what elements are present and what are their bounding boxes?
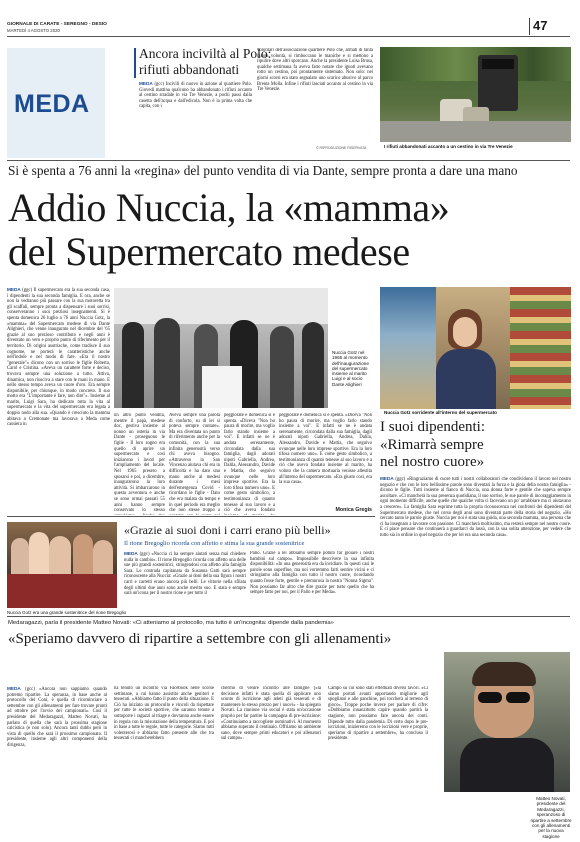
main-story-signature: Monica Gregis xyxy=(335,507,372,513)
page-number: 47 xyxy=(533,18,548,33)
newspaper-name: GIORNALE DI CARATE - SEREGNO - DESIO xyxy=(7,22,107,27)
novati-photo xyxy=(444,652,570,792)
headline-line2: del Supermercato medese xyxy=(8,229,410,274)
main-story-text-4: peggiorate e domenica si è spenta. «Diceva "Non ho paura di morire, ma voglio farlo stando insieme a voi". E infatti se ne è andata serenamente, circondata dalla sua famiglia, dagli adorati nipoti Gabriella, Andrea, Dalila, Alessandro, Davide e Mattia, che seguivo ovunque nelle loro imprese sportive. Era la loro tifosa numero uno». E come gesto simbolico, a testimonianza di quanto tenesse al suo lavoro e a ciò che aveva fondato xyxy=(224,413,275,514)
bottom-story-col4 xyxy=(328,686,428,830)
nuccia-photo xyxy=(380,287,571,409)
side-story-kicker: MEDA xyxy=(380,476,394,481)
inauguration-photo xyxy=(114,288,328,408)
side-title-line3: nel nostro cuore» xyxy=(380,454,485,470)
title-accent-bar xyxy=(134,48,136,78)
bottom-story-col3 xyxy=(221,686,321,830)
bottom-story-text-1: (gcc) «Ancora non sappiamo quando potremo ripartire. La speranza, in base anche al protocollo del Coni, è quella di ricominciare a settembre con gli allenamenti per fare trovare pronti ad ottobre per l'avvio dei campionati». Così il presidente del Medaragazzi, Matteo Novati, ha parlato di quella che sarà la prossima stagione calcistica (e non solo). Ancora tanti dubbi però in vista di quello che sarà il prossimo campionato. Il presidente, insieme agli altri componenti della dirigenza, xyxy=(7,687,107,748)
bottom-story-col1 xyxy=(7,686,107,830)
section-rule-1 xyxy=(7,160,570,161)
section-rule-2 xyxy=(7,516,375,517)
gifts-story-text-2: Palio. Grazie a lei abbiamo sempre potuto far gioiare i nostri bambini sul campo». Impossibile descrivere la sua infinita disponibilità: «In una generosità era da invidiare. In questi casi le parole sono superflue, ma noi vorremmo farti sentire vicini e ci stringiamo alla famiglia con tutto il nostro cuore, ricordando quanto fosse forte, gentile e premurosa la nostra "Nonna Sigma". Non possiamo far altro che dire grazie per tutto quello che ha sempre fatto per noi, per il Palio e per Meda». xyxy=(250,551,374,596)
side-story-text: (ggc) «Ringraziamo di cuore tutti i nostri collaboratori che condividono il lavoro nel nostro negozio e che con le loro bellissime parole sono diventati la forza e la gioia della nostra famiglia» - dicono le figlie. Tutti insieme al fianco di Nuccia, una donna forte e gentile che sapeva sempre ascoltare. «Ci mancherà la sua presenza quotidiana, il suo sorriso, le sue parole di incoraggiamento in ogni momento difficile, anche quelle che qualche volta ci facevano un po' arrabbiare ma ci aiutavano a crescere». La famiglia Sara esprime tutta la propria riconoscenza nei confronti dei dipendenti del Supermercato medese, che nel corso degli anni sono diventati parte della storia del negozio. «Ho cercato tanto le parole giuste. Nuccia per noi è stata una guida, una seconda mamma, una persona che ci ha insegnato a lavorare con passione. Ci mancherà moltissimo, ma resterà sempre nel nostro cuore. E ci piace pensare che continuerà a guardarci da lassù, con la sua solita attenzione, per vedere che tutto sia in ordine in quel negozio che per lei era una seconda casa». xyxy=(380,477,571,538)
main-story-col3 xyxy=(169,413,220,515)
side-story-title xyxy=(380,419,571,472)
inauguration-photo-caption: Nuccia Gotz nel 1965 al momento dell'inaugurazione del supermercato insieme al marito Luigi e al socio Dante Alighieri xyxy=(332,350,369,387)
gifts-story-subtitle: Il rione Bregoglio ricorda con affetto e stima la sua grande sostenitrice xyxy=(124,540,305,547)
main-story-text-5: peggiorate e domenica si è spenta. «Diceva "Non ho paura di morire, ma voglio farlo stando insieme a voi". E infatti se ne è andata serenamente, circondata dalla sua famiglia, dagli adorati nipoti Gabriella, Andrea, Dalila, Alessandro, Davide e Mattia, che seguivo ovunque nelle loro imprese sportive. Era la loro tifosa numero uno». E come gesto simbolico, a testimonianza di quanto tenesse al suo lavoro e a ciò che aveva fondato insieme al marito, ha voluto che la camera mortuaria venisse allestita all'interno del supermercato. «Era giusto così, era la sua casa». xyxy=(279,413,372,486)
side-story-body xyxy=(380,476,571,612)
main-story-text-1: (ggc) Il supermercato era la sua seconda casa, i dipendenti la sua seconda famiglia. E ora, anche se non la vedranno più passare con la sua motoretta tra gli scaffali, sempre pronta a dispensare i suoi sorrisi, conserveranno i suoi preziosi insegnamenti. Si è spenta domenica 26 luglio a 76 anni Nuccia Gotz, la «mamma» del Supermercato medese di via Dante Alighieri, che venne inaugurato nel dicembre del '65 grazie al suo prezioso contributo e negli anni è diventato un vero e proprio punto di riferimento per il territorio. Di origini austriache, come tradisce il suo cognome, ne porterà le caratteristiche anche nell'indole e nel modo di fare. «Era il nostro "generale"» dicono con un sorriso le figlie Roberta, Carol e Cristina. «Aveva un carattere forte e deciso, trovava sempre una soluzione a tutto. Attiva, dinamica, non riusciva a stare con le mani in mano. E nello stesso tempo aveva un cuore d'oro. Era sempre disponibile, per chiunque, in modo concreto. Il suo motto era "L'importante è fare, non dire"». Insieme al marito, Luigi Sara, ha dedicato tutta la vita al supermercato e la vita del supermercato era legata a doppio nodo alla sua. «Quando è cresciuto la mamma abitava a Cremonate ma lavorava a Meda come cassiera in xyxy=(7,288,110,428)
top-story-col2 xyxy=(257,48,373,145)
main-story-kicker: MEDA xyxy=(7,287,21,292)
side-title-line1: I suoi dipendenti: xyxy=(380,419,485,435)
rione-photo xyxy=(7,522,117,608)
bottom-story-text-4: Campo su cui sono stati effettuati diversi lavori. «Ci siamo portati avanti apportando migliorie agli spogliatoi e alle panchine, poi toccherà al terreno di gioco». Troppe poche invece per parlare di cifre: «Dobbiamo innanzitutto capire quando partirà la stagione, non possiamo fare ancora dei conti. Dipende tutto dalla pandemia. Di certo dopo le pre-iscrizioni, inizieremo con le iscrizioni vere e proprie, speriamo di ripartire a settembre», ha concluso il presidente. xyxy=(328,686,428,742)
main-story-text-3: Aveva sempre una parola di conforto, su di lei si poteva sempre contare». Ma era diventata un punto di riferimento anche per la comunità, con la sua infinita generosità verso chi aveva bisogno. «Attraverso la San Vincenzo aiutava chi era in difficoltà e ha dato una mano anche al medesi durante i mesi dell'emergenza Covid - ricordano le figlie - Dato che era malata da tempo e in quel periodo era meglio che non stesse troppo a xyxy=(169,413,220,514)
gifts-story-text-1: (ggc) «Nuccia ci ha sempre aiutati senza mai chiedere nulla in cambio». Il rione Bregoglio ricorda con affetto una delle sue più grandi sostenitrici, stringendosi con affetto alla famiglia Sara. Lo contrada capitanata da Susanna Gatti sarà sempre riconoscente alla Nuccia: «Grazie ai doni della sua figura i nostri carri e carretti erano ancora più belli. Le vittorie nella sfilata degli ultimi due anni sono anche merito suo. E stata e sempre sarà un'icona per il nostro rione e per tutto il xyxy=(124,552,246,597)
top-story-title-line1: Ancora inciviltà al Polo: xyxy=(139,46,272,61)
novati-photo-caption: Matteo Novati, presidente del Medaragazzi, speranzoso di ripartire a settembre con gli allenamenti per la nuova stagione xyxy=(530,796,572,839)
top-story-title xyxy=(139,46,271,78)
reserved-notice: © RIPRODUZIONE RISERVATA xyxy=(316,146,367,150)
bottom-story-kicker: MEDA xyxy=(7,686,21,691)
main-story-text-2: un altro punto vendita, mentre il papà, medese doc, gestiva insieme al nonno un osteria in via Dante - proseguono le figlie - Il loro sogno era quello di aprire un supermercato e così iniziarono i lavori per l'ampliamento del locale. Nel 1965 presero a sposarsi e poi, a dicembre, inaugurarono la loro attività. Si imbarcarono in questa avventura e anche se sono ormai passati 55 anni hanno sempre conservato lo stesso xyxy=(114,413,165,514)
bottom-story-col2 xyxy=(114,686,214,830)
top-story-text-1: (gcc) Incivili di nuovo in azione al quartiere Polo. Giovedì mattina qualcuno ha abbandonato i rifiuti accanto al cestino stradale in via Tre Venezie, a pochi passi dalla casetta dell'acqua e dall'edicola. Non è la prima volta che capita, con i xyxy=(139,82,252,110)
side-title-line2: «Rimarrà sempre xyxy=(380,436,484,453)
issue-date: MARTEDÌ 4 AGOSTO 2020 xyxy=(7,28,60,33)
top-story-col1 xyxy=(139,81,252,151)
main-story-col4 xyxy=(224,413,275,515)
top-story-text-2: volontari dell'associazione quartiere Polo che, armati di tanta buona volontà, si rimboccano le maniche e si mettono a ripulire dove altri sporcano. Anche la presidente Luisa Brusa, qualche settimana fa aveva fatto notare che ignoti avevano rotto un cestino, poi prontamente sistemato. Non solo: nei giorni scorsi era stato segnalato uno scarico abusivo al parco Brenta Molla. Infine i rifiuti lasciati accanto al cestino in via Tre Venezie. xyxy=(257,48,373,93)
bottom-story-text-2: ha tenuto un incontro via Facebook nelle scorse settimane, a cui hanno assistito anche genitori e tesserati. «Abbiamo fatto il punto della situazione. E Ciò ha iniziato un protocollo e vincoli da rispettare per tutte le società sportive, che saranno tenute a sottoporre i ragazzi al triage e dovranno anche essere in regola con la misurazione della temperatura. E poi in base a tutte le regole, tutte le categorie. Siamo tutti volenterosi e abbiamo fatto presente alle che tra tesserati ci mancherebbero xyxy=(114,686,214,742)
section-label: MEDA xyxy=(14,90,90,118)
gifts-story-title: «Grazie ai suoi doni i carri erano più belli» xyxy=(124,523,331,537)
trash-photo xyxy=(380,47,571,142)
section-rule-3 xyxy=(7,616,570,617)
main-story-col5 xyxy=(279,413,372,508)
main-story-headline xyxy=(8,186,574,274)
bottom-story-headline: «Speriamo davvero di ripartire a settembre con gli allenamenti» xyxy=(8,631,392,647)
main-story-col1 xyxy=(7,287,110,514)
trash-photo-caption: I rifiuti abbandonati accanto a un cestino in via Tre Venezie xyxy=(384,144,513,149)
header-rule xyxy=(7,36,570,37)
headline-line1: Addio Nuccia, la «mamma» xyxy=(8,185,450,230)
gifts-story-kicker: MEDA xyxy=(124,551,138,556)
bottom-story-overline: Medaragazzi, parla il presidente Matteo Novati: «Ci atteniamo al protocollo, ma tutto è un'incognita: dipende dalla pandemia» xyxy=(8,620,334,626)
top-story-title-line2: rifiuti abbandonati xyxy=(139,62,240,77)
page-number-divider xyxy=(529,18,530,35)
bottom-story-text-3: chermo di venire incontro alle famiglie («la decisione infatti è stata quella di applicare uno sconto di iscrizione agli atleti già tesserati e di mantenere lo stesso prezzo per i nuovi» - ha spiegato Novati. La riunione via social è stata un'occasione proprio per far partire la campagna di pre-iscrizione: «Continuiamo a raccogliere nominativi. Al momento abbiamo superato il centinaio. Offriamo un ambiente sano, dove sempre primi educatori e poi allenatori sul campo». xyxy=(221,686,321,742)
gifts-story-col1 xyxy=(124,551,246,611)
rione-photo-caption: Nuccia Gotz era una grande sostenitrice del rione Bregoglio xyxy=(7,610,127,615)
nuccia-photo-caption: Nuccia Gotz sorridente all'interno del supermercato xyxy=(384,410,497,415)
main-story-col2 xyxy=(114,413,165,515)
section-kicker: MEDA xyxy=(139,81,153,86)
gifts-story-col2 xyxy=(250,551,374,611)
main-story-overline: Si è spenta a 76 anni la «regina» del punto vendita di via Dante, sempre pronta a dare una mano xyxy=(8,163,518,178)
